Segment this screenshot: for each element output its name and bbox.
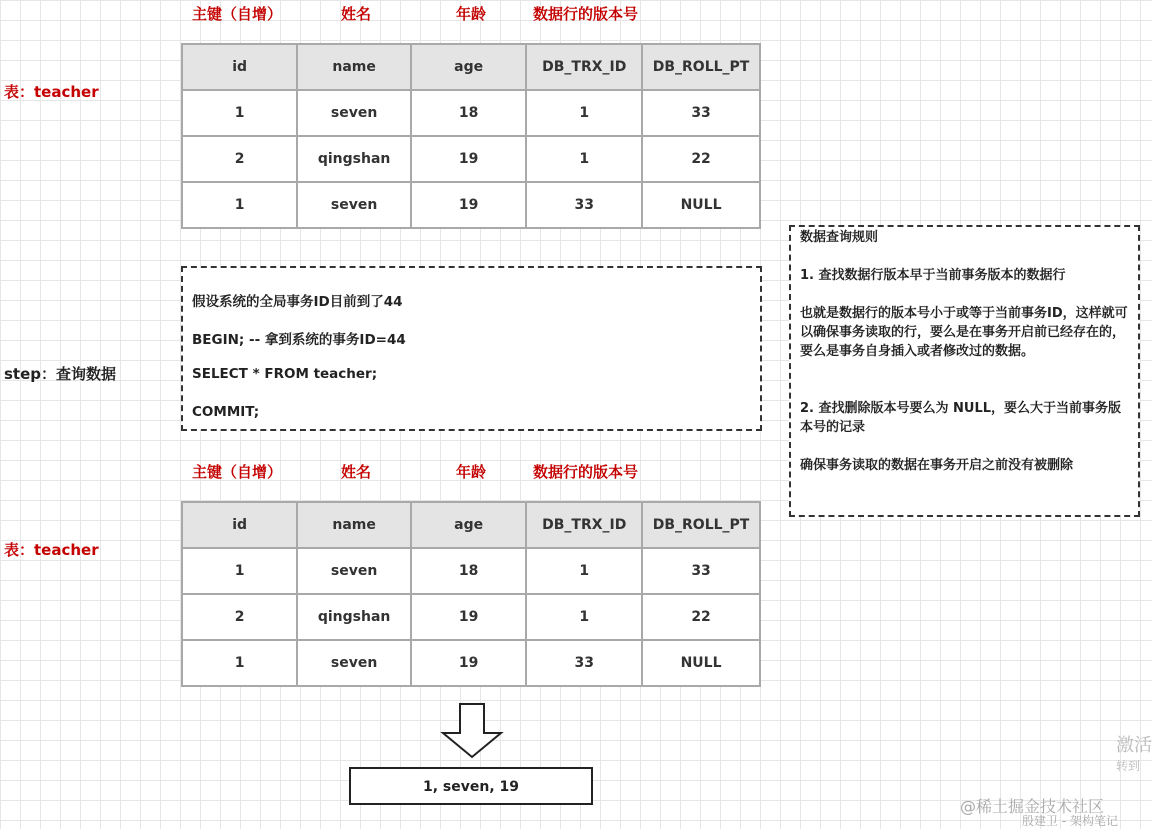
- step-label: step：查询数据: [4, 365, 117, 383]
- table-cell: NULL: [642, 640, 760, 686]
- name-header-label: 姓名: [341, 5, 372, 23]
- result-text: 1, seven, 19: [422, 779, 520, 795]
- sql-box: [181, 266, 762, 431]
- table-cell: 18: [411, 548, 526, 594]
- table-cell: 2: [182, 594, 297, 640]
- table-header-row: [182, 44, 760, 90]
- table-cell: 19: [411, 182, 526, 228]
- version-header-label: 数据行的版本号: [533, 5, 639, 23]
- version-header-label-2: 数据行的版本号: [533, 463, 639, 481]
- table-cell: qingshan: [297, 136, 411, 182]
- table-cell: 22: [642, 594, 760, 640]
- teacher-table-top: [181, 43, 761, 229]
- table-cell: 33: [526, 182, 642, 228]
- rules-title: 数据查询规则: [800, 230, 879, 245]
- column-header: DB_ROLL_PT: [642, 502, 760, 548]
- site-watermark: @稀土掘金技术社区: [960, 797, 1105, 816]
- table-cell: seven: [297, 90, 411, 136]
- table-cell: 33: [642, 548, 760, 594]
- table-cell: 1: [526, 548, 642, 594]
- table-cell: 1: [526, 90, 642, 136]
- column-header: name: [297, 502, 411, 548]
- name-header-label-2: 姓名: [341, 463, 372, 481]
- pk-header-label: 主键（自增）: [192, 5, 283, 23]
- table-cell: seven: [297, 640, 411, 686]
- age-header-label: 年龄: [456, 5, 487, 23]
- table-cell: 18: [411, 90, 526, 136]
- table-cell: 1: [182, 90, 297, 136]
- column-header: age: [411, 502, 526, 548]
- table-cell: 19: [411, 136, 526, 182]
- table-cell: 1: [182, 640, 297, 686]
- activate-watermark-2: 转到: [1116, 759, 1141, 773]
- table-row: [182, 90, 760, 136]
- table-label: 表：teacher: [4, 83, 99, 101]
- column-header: id: [182, 44, 297, 90]
- column-header: DB_TRX_ID: [526, 502, 642, 548]
- table-cell: 33: [526, 640, 642, 686]
- table-label-2: 表：teacher: [4, 541, 99, 559]
- table-cell: 33: [642, 90, 760, 136]
- table-cell: 1: [182, 182, 297, 228]
- table-row: [182, 548, 760, 594]
- table-row: [182, 182, 760, 228]
- table-cell: NULL: [642, 182, 760, 228]
- sql-line-2: BEGIN; -- 拿到系统的事务ID=44: [192, 332, 406, 348]
- rules-box: [789, 225, 1140, 517]
- column-header: id: [182, 502, 297, 548]
- column-header: name: [297, 44, 411, 90]
- table-cell: seven: [297, 182, 411, 228]
- rule-1: 1. 查找数据行版本早于当前事务版本的数据行: [800, 268, 1066, 283]
- table-cell: 19: [411, 594, 526, 640]
- table-cell: 1: [526, 594, 642, 640]
- table-header-row: [182, 502, 760, 548]
- table-cell: 2: [182, 136, 297, 182]
- age-header-label-2: 年龄: [456, 463, 487, 481]
- teacher-table-bottom: [181, 501, 761, 687]
- table-cell: 22: [642, 136, 760, 182]
- column-header: age: [411, 44, 526, 90]
- rule-2-detail: 确保事务读取的数据在事务开启之前没有被删除: [800, 458, 1074, 473]
- down-arrow-icon: [440, 703, 504, 759]
- column-header: DB_TRX_ID: [526, 44, 642, 90]
- table-cell: 1: [182, 548, 297, 594]
- table-cell: seven: [297, 548, 411, 594]
- table-row: [182, 594, 760, 640]
- column-header: DB_ROLL_PT: [642, 44, 760, 90]
- table-row: [182, 136, 760, 182]
- rule-2: 2. 查找删除版本号要么为 NULL，要么大于当前事务版本号的记录: [800, 401, 1122, 435]
- pk-header-label-2: 主键（自增）: [192, 463, 283, 481]
- table-cell: 1: [526, 136, 642, 182]
- table-cell: 19: [411, 640, 526, 686]
- table-row: [182, 640, 760, 686]
- author-watermark: 殷建卫 - 架构笔记: [1022, 814, 1118, 828]
- result-box: [349, 767, 593, 805]
- rule-1-detail: 也就是数据行的版本号小于或等于当前事务ID，这样就可以确保事务读取的行，要么是在事务开启前已经存在的，要么是事务自身插入或者修改过的数据。: [800, 306, 1128, 359]
- activate-watermark: 激活: [1116, 735, 1152, 756]
- sql-line-3: SELECT * FROM teacher;: [192, 366, 378, 382]
- sql-line-4: COMMIT;: [192, 404, 260, 420]
- sql-line-1: 假设系统的全局事务ID目前到了44: [192, 294, 403, 310]
- table-cell: qingshan: [297, 594, 411, 640]
